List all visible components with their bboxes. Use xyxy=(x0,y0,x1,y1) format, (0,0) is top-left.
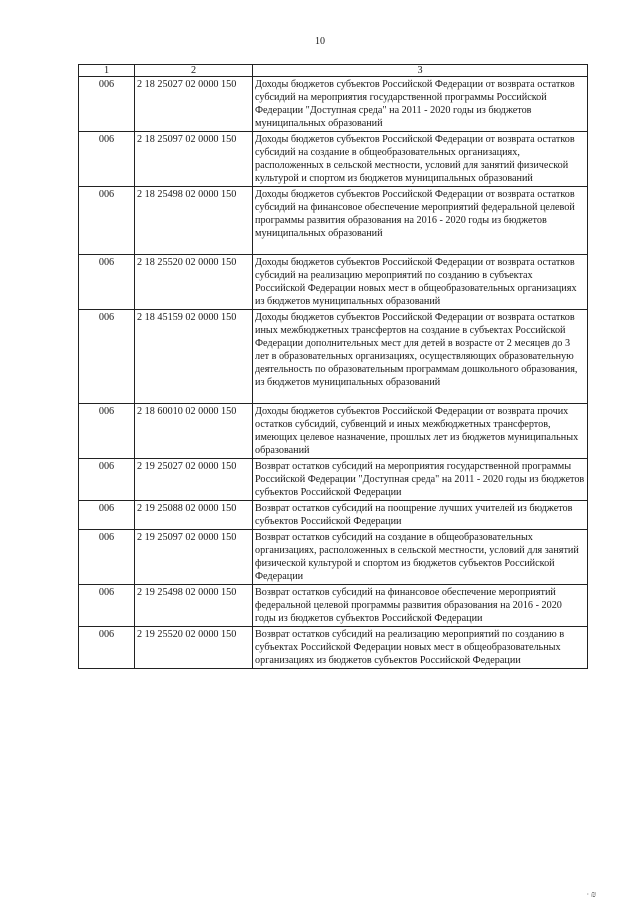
budget-code-cell: 2 19 25520 02 0000 150 xyxy=(135,627,253,669)
admin-code-cell: 006 xyxy=(79,310,135,404)
header-col-3: 3 xyxy=(253,65,588,77)
description-cell: Доходы бюджетов субъектов Российской Федерации от возврата остатков субсидий на мероприятия государственной программы Российской Федерации "Доступная среда" на 2011 - 2020 годы из бюджетов муниципальных образований xyxy=(253,77,588,132)
admin-code-cell: 006 xyxy=(79,585,135,627)
admin-code-cell: 006 xyxy=(79,530,135,585)
description-cell: Доходы бюджетов субъектов Российской Федерации от возврата остатков иных межбюджетных трансфертов на создание в субъектах Российской Федерации дополнительных мест для детей в возрасте от 2 месяцев до 3 лет в образовательных организациях, осуществляющих образовательную деятельность по образовательным программам дошкольного образования, из бюджетов муниципальных образований xyxy=(253,310,588,404)
description-cell: Возврат остатков субсидий на поощрение лучших учителей из бюджетов субъектов Российской Федерации xyxy=(253,501,588,530)
description-cell: Доходы бюджетов субъектов Российской Федерации от возврата прочих остатков субсидий, субвенций и иных межбюджетных трансфертов, имеющих целевое назначение, прошлых лет из бюджетов муниципальных образований xyxy=(253,404,588,459)
table-row xyxy=(79,627,588,669)
description-cell: Возврат остатков субсидий на мероприятия государственной программы Российской Федерации "Доступная среда" на 2011 - 2020 годы из бюджетов субъектов Российской Федерации xyxy=(253,459,588,501)
budget-code-cell: 2 19 25027 02 0000 150 xyxy=(135,459,253,501)
admin-code-cell: 006 xyxy=(79,255,135,310)
admin-code-cell: 006 xyxy=(79,459,135,501)
budget-code-cell: 2 19 25498 02 0000 150 xyxy=(135,585,253,627)
description-cell: Доходы бюджетов субъектов Российской Федерации от возврата остатков субсидий на создание в общеобразовательных организациях, расположенных в сельской местности, условий для занятий физической культурой и спортом из бюджетов муниципальных образований xyxy=(253,132,588,187)
table-row xyxy=(79,585,588,627)
page-number: 10 xyxy=(315,36,325,47)
header-col-2: 2 xyxy=(135,65,253,77)
corner-mark: · ₪ xyxy=(586,890,596,899)
header-col-1: 1 xyxy=(79,65,135,77)
description-cell: Доходы бюджетов субъектов Российской Федерации от возврата остатков субсидий на реализацию мероприятий по созданию в субъектах Российской Федерации новых мест в общеобразовательных организациях из бюджетов муниципальных образований xyxy=(253,255,588,310)
admin-code-cell: 006 xyxy=(79,501,135,530)
budget-code-cell: 2 18 25097 02 0000 150 xyxy=(135,132,253,187)
admin-code-cell: 006 xyxy=(79,627,135,669)
budget-code-cell: 2 19 25088 02 0000 150 xyxy=(135,501,253,530)
budget-code-cell: 2 18 45159 02 0000 150 xyxy=(135,310,253,404)
budget-code-cell: 2 18 60010 02 0000 150 xyxy=(135,404,253,459)
table-row xyxy=(79,459,588,501)
table-row xyxy=(79,255,588,310)
table-row xyxy=(79,404,588,459)
description-cell: Доходы бюджетов субъектов Российской Федерации от возврата остатков субсидий на финансовое обеспечение мероприятий федеральной целевой программы развития образования на 2016 - 2020 годы из бюджетов муниципальных образований xyxy=(253,187,588,255)
table-row xyxy=(79,310,588,404)
table-header-row xyxy=(79,65,588,77)
description-cell: Возврат остатков субсидий на создание в общеобразовательных организациях, расположенных в сельской местности, условий для занятий физической культурой и спортом из бюджетов субъектов Российской Федерации xyxy=(253,530,588,585)
admin-code-cell: 006 xyxy=(79,404,135,459)
revenue-codes-table xyxy=(78,64,588,669)
description-cell: Возврат остатков субсидий на реализацию мероприятий по созданию в субъектах Российской Федерации новых мест в общеобразовательных организациях из бюджетов субъектов Российской Федерации xyxy=(253,627,588,669)
table-row xyxy=(79,501,588,530)
budget-code-cell: 2 18 25498 02 0000 150 xyxy=(135,187,253,255)
description-cell: Возврат остатков субсидий на финансовое обеспечение мероприятий федеральной целевой программы развития образования на 2016 - 2020 годы из бюджетов субъектов Российской Федерации xyxy=(253,585,588,627)
admin-code-cell: 006 xyxy=(79,132,135,187)
table-row xyxy=(79,77,588,132)
admin-code-cell: 006 xyxy=(79,77,135,132)
budget-code-cell: 2 19 25097 02 0000 150 xyxy=(135,530,253,585)
budget-code-cell: 2 18 25027 02 0000 150 xyxy=(135,77,253,132)
table-row xyxy=(79,530,588,585)
table-row xyxy=(79,132,588,187)
admin-code-cell: 006 xyxy=(79,187,135,255)
table-row xyxy=(79,187,588,255)
budget-code-cell: 2 18 25520 02 0000 150 xyxy=(135,255,253,310)
